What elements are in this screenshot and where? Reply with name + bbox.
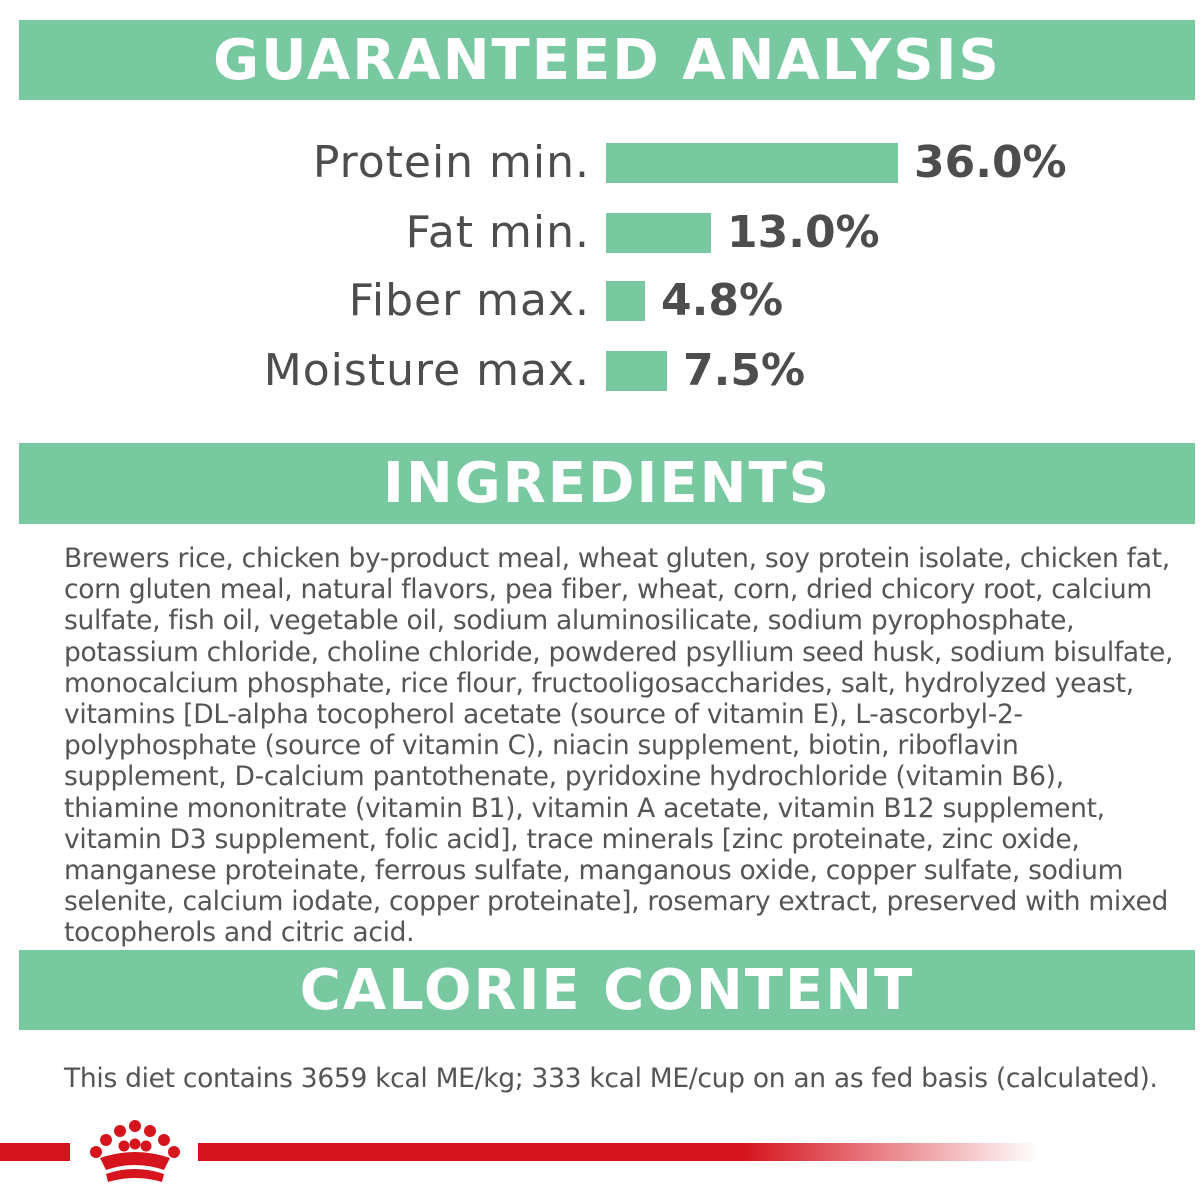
analysis-row xyxy=(0,133,1200,193)
analysis-value: 7.5% xyxy=(683,345,806,396)
ingredients-text: Brewers rice, chicken by-product meal, wheat gluten, soy protein isolate, chicken fat, corn gluten meal, natural flavors, pea fiber, wheat, corn, dried chicory root, calcium sulfate, fish oil, vegetable oil, sodium aluminosilicate, sodium pyrophosphate, potassium chloride, choline chloride, powdered psyllium seed husk, sodium bisulfate, monocalcium phosphate, rice flour, fructooligosaccharides, salt, hydrolyzed yeast, vitamins [DL-alpha tocopherol acetate (source of vitamin E), L-ascorbyl-2-polyphosphate (source of vitamin C), niacin supplement, biotin, riboflavin supplement, D-calcium pantothenate, pyridoxine hydrochloride (vitamin B6), thiamine mononitrate (vitamin B1), vitamin A acetate, vitamin B12 supplement, vitamin D3 supplement, folic acid], trace minerals [zinc proteinate, zinc oxide, manganese proteinate, ferrous sulfate, manganous oxide, copper sulfate, sodium selenite, calcium iodate, copper proteinate], rosemary extract, preserved with mixed tocopherols and citric acid. xyxy=(64,543,1174,949)
analysis-label: Protein min. xyxy=(312,137,590,188)
analysis-bar xyxy=(606,351,667,391)
analysis-bar xyxy=(606,143,898,183)
calorie-content-header: CALORIE CONTENT xyxy=(19,950,1195,1030)
analysis-label: Fiber max. xyxy=(348,275,590,326)
analysis-bar xyxy=(606,281,645,321)
analysis-row xyxy=(0,203,1200,263)
analysis-label: Fat min. xyxy=(405,207,590,258)
analysis-value: 13.0% xyxy=(727,207,880,258)
analysis-value: 36.0% xyxy=(914,137,1067,188)
calorie-content-text: This diet contains 3659 kcal ME/kg; 333 kcal ME/cup on an as fed basis (calculated). xyxy=(64,1063,1158,1094)
guaranteed-analysis-header: GUARANTEED ANALYSIS xyxy=(19,20,1195,100)
crown-logo-icon xyxy=(80,1118,190,1188)
brand-stripe-right xyxy=(198,1143,1038,1161)
analysis-row xyxy=(0,341,1200,401)
brand-stripe-left xyxy=(0,1143,70,1161)
analysis-bar xyxy=(606,213,711,253)
analysis-value: 4.8% xyxy=(661,275,784,326)
analysis-label: Moisture max. xyxy=(263,345,590,396)
analysis-row xyxy=(0,271,1200,331)
ingredients-header: INGREDIENTS xyxy=(19,443,1195,524)
